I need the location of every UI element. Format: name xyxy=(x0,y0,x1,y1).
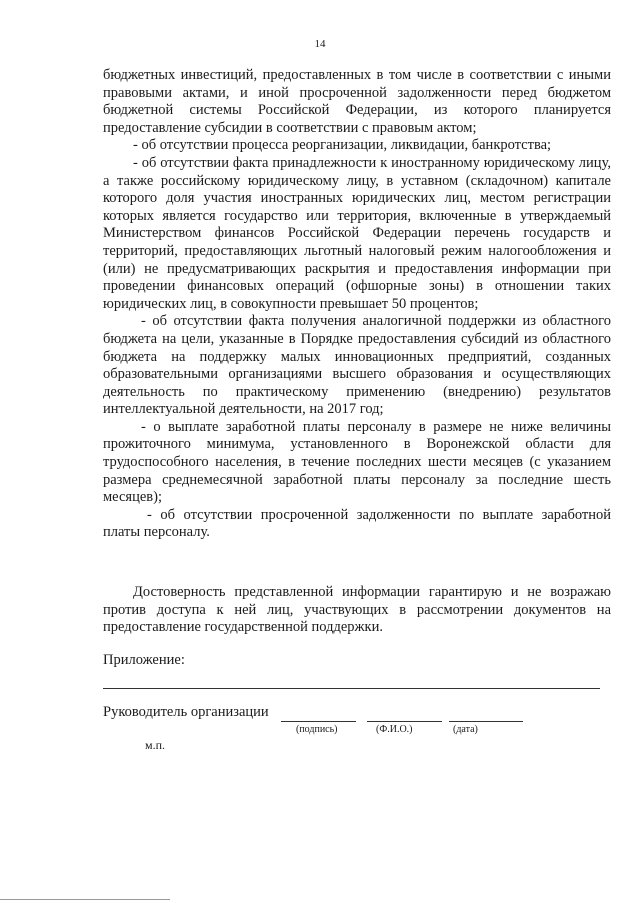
document-body xyxy=(103,67,611,542)
paragraph-reorganization: - об отсутствии процесса реорганизации, ликвидации, банкротства; xyxy=(133,137,552,154)
paragraph-continuation: бюджетных инвестиций, предоставленных в том числе в соответствии с иными правовыми актами, и иной просроченной задолженности перед бюджетом бюджетной системы Российской Федерации, из которого планируется предоставление субсидии в соответствии с правовым актом; xyxy=(103,67,611,136)
paragraph-salary: - о выплате заработной платы персоналу в размере не ниже величины прожиточного минимума, установленного в Воронежской области для трудоспособного населения, в течение последних шести месяцев (с указанием размера среднемесячной заработной платы персоналу за последние шесть месяцев); xyxy=(103,418,611,506)
appendix-label: Приложение: xyxy=(103,652,185,668)
name-line xyxy=(367,721,442,722)
paragraph-similar-support: - об отсутствии факта получения аналогичной поддержки из областного бюджета на цели, указанные в Порядке предоставления субсидий из областного бюджета на поддержку малых инновационных предприятий, созданных образовательными организациями высшего образования и осуществляющих деятельность по практическому применению (внедрению) результатов интеллектуальной деятельности, на 2017 год; xyxy=(103,313,611,418)
paragraph-foreign-entity: - об отсутствии факта принадлежности к иностранному юридическому лицу, а также российскому юридическому лицу, в уставном (складочном) капитале которого доля участия иностранных юридических лиц, местом регистрации которых является государство или территория, включенные в утверждаемый Министерством финансов Российской Федерации перечень государств и территорий, предоставляющих льготный налоговый режим налогообложения и (или) не предусматривающих раскрытия и предоставления информации при проведении финансовых операций (офшорные зоны) в отношении таких юридических лиц, в совокупности превышает 50 процентов; xyxy=(103,154,611,312)
date-caption: (дата) xyxy=(453,724,478,735)
page-number: 14 xyxy=(314,38,326,50)
signature-caption: (подпись) xyxy=(296,724,338,735)
signature-line xyxy=(281,721,356,722)
paragraph-salary-debt: - об отсутствии просроченной задолженности по выплате заработной платы персоналу. xyxy=(103,506,611,541)
stamp-label: м.п. xyxy=(145,738,166,752)
name-caption: (Ф.И.О.) xyxy=(376,724,413,735)
appendix-line xyxy=(103,688,600,689)
date-line xyxy=(449,721,523,722)
signature-label: Руководитель организации xyxy=(103,704,269,720)
certification-statement: Достоверность представленной информации гарантирую и не возражаю против доступа к ней лиц, участвующих в рассмотрении документов на предоставление государственной поддержки. xyxy=(103,584,611,636)
bottom-rule xyxy=(0,899,170,900)
